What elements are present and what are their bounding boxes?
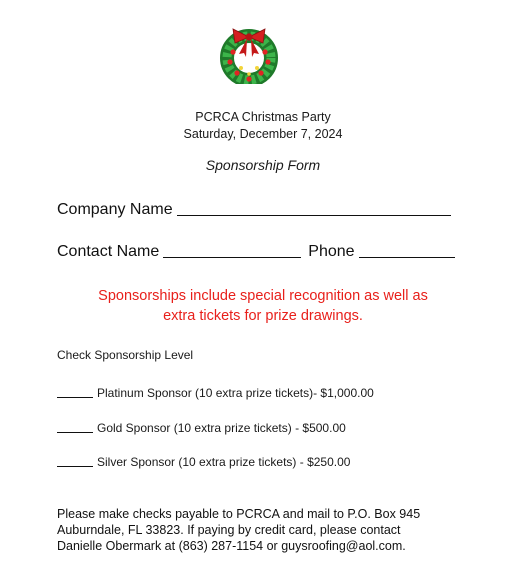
contact-name-label: Contact Name	[57, 243, 160, 260]
sponsorship-option-gold	[57, 421, 346, 435]
phone-label: Phone	[308, 243, 355, 260]
platinum-label: Platinum Sponsor (10 extra prize tickets)- $1,000.00	[97, 386, 374, 400]
payment-line-1: Please make checks payable to PCRCA and mail to P.O. Box 945	[57, 507, 421, 521]
sponsorship-option-silver	[57, 455, 350, 469]
contact-phone-row	[57, 243, 455, 261]
silver-check-blank[interactable]	[57, 456, 93, 467]
christmas-wreath-icon	[219, 24, 279, 84]
company-name-row	[57, 201, 451, 219]
gold-check-blank[interactable]	[57, 422, 93, 433]
company-name-label: Company Name	[57, 201, 173, 218]
gold-label: Gold Sponsor (10 extra prize tickets) - $500.00	[97, 421, 346, 435]
sponsorship-option-platinum	[57, 386, 374, 400]
notice-line-1: Sponsorships include special recognition as well as	[98, 288, 428, 304]
event-title: PCRCA Christmas Party	[195, 110, 331, 124]
payment-line-2: Auburndale, FL 33823. If paying by credit card, please contact	[57, 523, 401, 537]
event-date: Saturday, December 7, 2024	[183, 127, 343, 141]
phone-blank[interactable]	[359, 243, 455, 258]
company-name-blank[interactable]	[177, 201, 451, 216]
form-title: Sponsorship Form	[205, 157, 321, 173]
silver-label: Silver Sponsor (10 extra prize tickets) - $250.00	[97, 455, 351, 469]
payment-instructions	[57, 506, 477, 554]
payment-line-3: Danielle Obermark at (863) 287-1154 or guysroofing@aol.com.	[57, 539, 406, 553]
sponsorship-notice	[40, 286, 486, 326]
platinum-check-blank[interactable]	[57, 387, 93, 398]
notice-line-2: extra tickets for prize drawings.	[163, 308, 363, 324]
contact-name-blank[interactable]	[163, 243, 301, 258]
sponsorship-level-heading: Check Sponsorship Level	[57, 348, 194, 362]
